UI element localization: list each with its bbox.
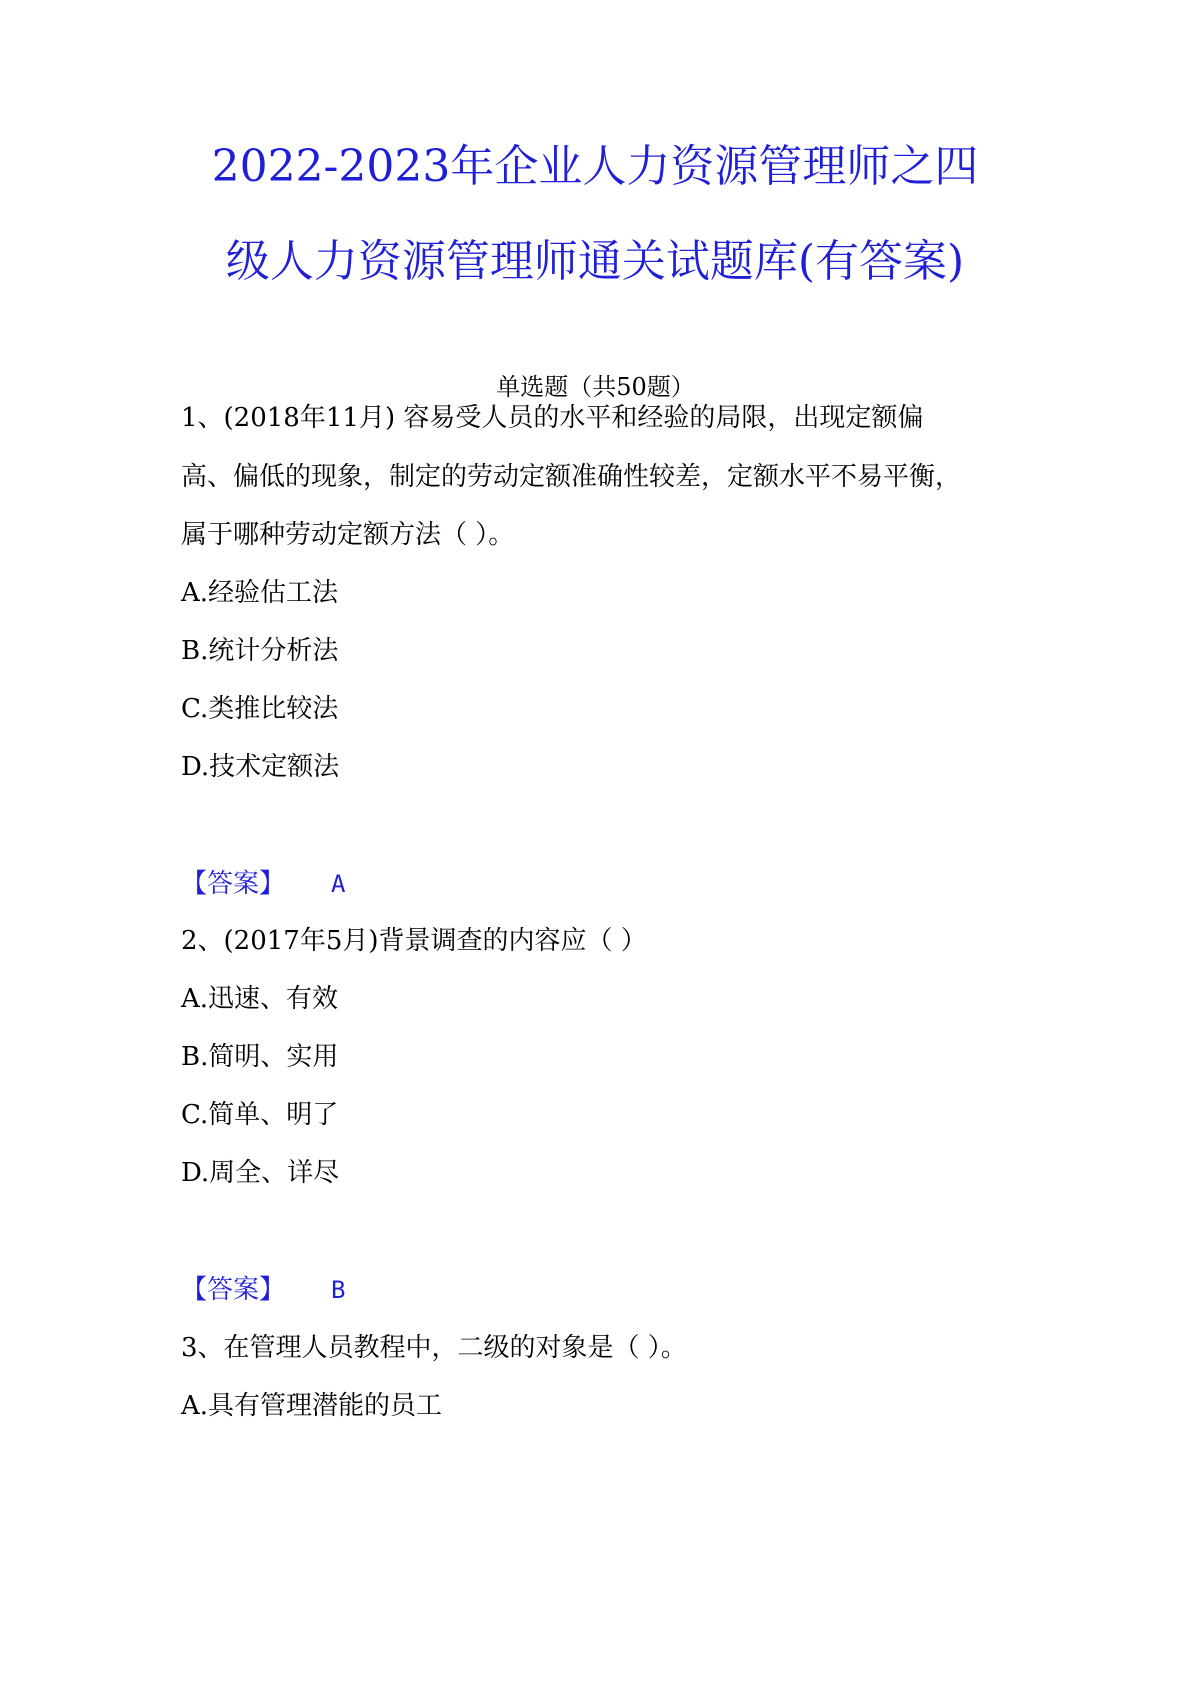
section-heading: 单选题（共50题） bbox=[496, 373, 695, 401]
question-1-option-d: D.技术定额法 bbox=[181, 752, 340, 782]
question-2-option-c: C.简单、明了 bbox=[181, 1100, 339, 1130]
answer-letter: A bbox=[331, 870, 346, 898]
question-1-stem-line-3: 属于哪种劳动定额方法（ ）。 bbox=[181, 520, 515, 550]
question-1-stem-line-1: 1、(2018年11月) 容易受人员的水平和经验的局限，出现定额偏 bbox=[181, 403, 924, 433]
answer-letter: B bbox=[331, 1276, 346, 1304]
question-1-stem-line-2: 高、偏低的现象，制定的劳动定额准确性较差，定额水平不易平衡， bbox=[181, 462, 962, 492]
question-2-answer bbox=[181, 1274, 345, 1306]
question-1-option-a: A.经验估工法 bbox=[181, 578, 339, 608]
document-title-line-1: 2022-2023年企业人力资源管理师之四 bbox=[211, 141, 979, 192]
question-2-stem-line-1: 2、(2017年5月)背景调查的内容应（ ） bbox=[181, 926, 647, 956]
question-2-option-a: A.迅速、有效 bbox=[181, 984, 339, 1014]
question-3-option-a: A.具有管理潜能的员工 bbox=[181, 1391, 443, 1421]
question-1-option-c: C.类推比较法 bbox=[181, 694, 339, 724]
document-title-line-2: 级人力资源管理师通关试题库(有答案) bbox=[225, 236, 965, 287]
answer-label: 【答案】 bbox=[181, 1275, 286, 1305]
question-2-option-d: D.周全、详尽 bbox=[181, 1158, 340, 1188]
answer-label: 【答案】 bbox=[181, 869, 286, 899]
question-1-answer bbox=[181, 868, 345, 900]
question-2-option-b: B.简明、实用 bbox=[181, 1042, 339, 1072]
question-3-stem-line-1: 3、在管理人员教程中，二级的对象是（ ）。 bbox=[181, 1333, 687, 1363]
question-1-option-b: B.统计分析法 bbox=[181, 636, 339, 666]
